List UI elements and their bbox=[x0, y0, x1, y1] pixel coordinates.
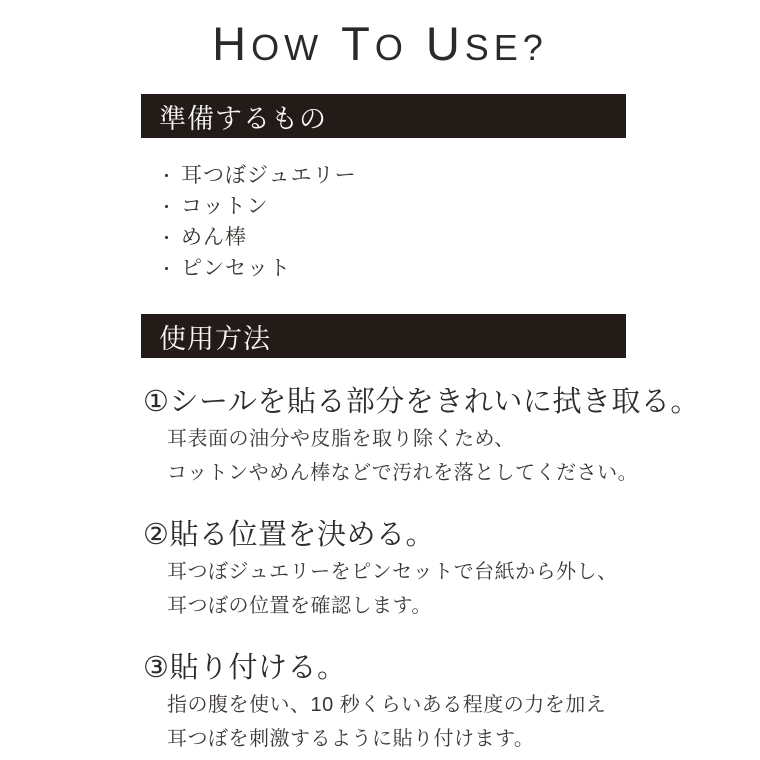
section-header-usage bbox=[141, 314, 626, 358]
step-3-heading bbox=[143, 650, 663, 686]
bullet-icon: ・ bbox=[158, 229, 176, 248]
step-1-details bbox=[143, 422, 663, 490]
title-word-how-rest: OW bbox=[251, 27, 324, 68]
list-item-label: めん棒 bbox=[181, 226, 247, 249]
title-word-to-cap: T bbox=[341, 17, 375, 70]
title-word-use bbox=[426, 16, 548, 71]
list-item-label: ピンセット bbox=[181, 257, 291, 280]
list-item bbox=[158, 254, 357, 285]
bullet-icon: ・ bbox=[158, 167, 176, 186]
step-1-number: ① bbox=[143, 386, 170, 418]
step-3-title: 貼り付ける。 bbox=[169, 652, 347, 684]
list-item bbox=[158, 223, 357, 254]
step-3 bbox=[143, 650, 663, 756]
section-header-usage-label: 使用方法 bbox=[159, 323, 271, 354]
step-3-details bbox=[143, 688, 663, 756]
list-item-label: 耳つぼジュエリー bbox=[181, 164, 357, 187]
step-1-title: シールを貼る部分をきれいに拭き取る。 bbox=[169, 386, 700, 418]
step-1-detail-line: コットンやめん棒などで汚れを落としてください。 bbox=[167, 462, 639, 484]
list-item bbox=[158, 161, 357, 192]
section-header-prepare-label: 準備するもの bbox=[159, 103, 327, 134]
bullet-icon: ・ bbox=[158, 260, 176, 279]
title-word-how bbox=[212, 16, 323, 71]
step-2-title: 貼る位置を決める。 bbox=[169, 519, 436, 551]
step-2-number: ② bbox=[143, 519, 170, 551]
page-title bbox=[0, 16, 760, 71]
title-word-use-cap: U bbox=[425, 17, 465, 70]
section-header-prepare bbox=[141, 94, 626, 138]
title-word-how-cap: H bbox=[212, 17, 252, 70]
step-1-heading bbox=[143, 384, 700, 420]
step-1 bbox=[143, 384, 700, 490]
step-2-details bbox=[143, 555, 663, 623]
title-word-use-rest: SE? bbox=[464, 27, 548, 68]
step-3-detail-line: 指の腹を使い、10 秒くらいある程度の力を加え bbox=[167, 694, 607, 716]
list-item-label: コットン bbox=[181, 195, 269, 218]
step-2 bbox=[143, 517, 663, 623]
step-2-heading bbox=[143, 517, 663, 553]
prepare-list bbox=[158, 161, 357, 285]
step-2-detail-line: 耳つぼジュエリーをピンセットで台紙から外し、 bbox=[167, 561, 618, 583]
title-word-to-rest: O bbox=[374, 27, 408, 68]
step-1-detail-line: 耳表面の油分や皮脂を取り除くため、 bbox=[167, 428, 515, 450]
step-3-detail-line: 耳つぼを刺激するように貼り付けます。 bbox=[167, 728, 535, 750]
usage-steps bbox=[143, 384, 700, 760]
step-3-number: ③ bbox=[143, 652, 170, 684]
title-word-to bbox=[341, 16, 408, 71]
step-2-detail-line: 耳つぼの位置を確認します。 bbox=[167, 595, 432, 617]
list-item bbox=[158, 192, 357, 223]
bullet-icon: ・ bbox=[158, 198, 176, 217]
